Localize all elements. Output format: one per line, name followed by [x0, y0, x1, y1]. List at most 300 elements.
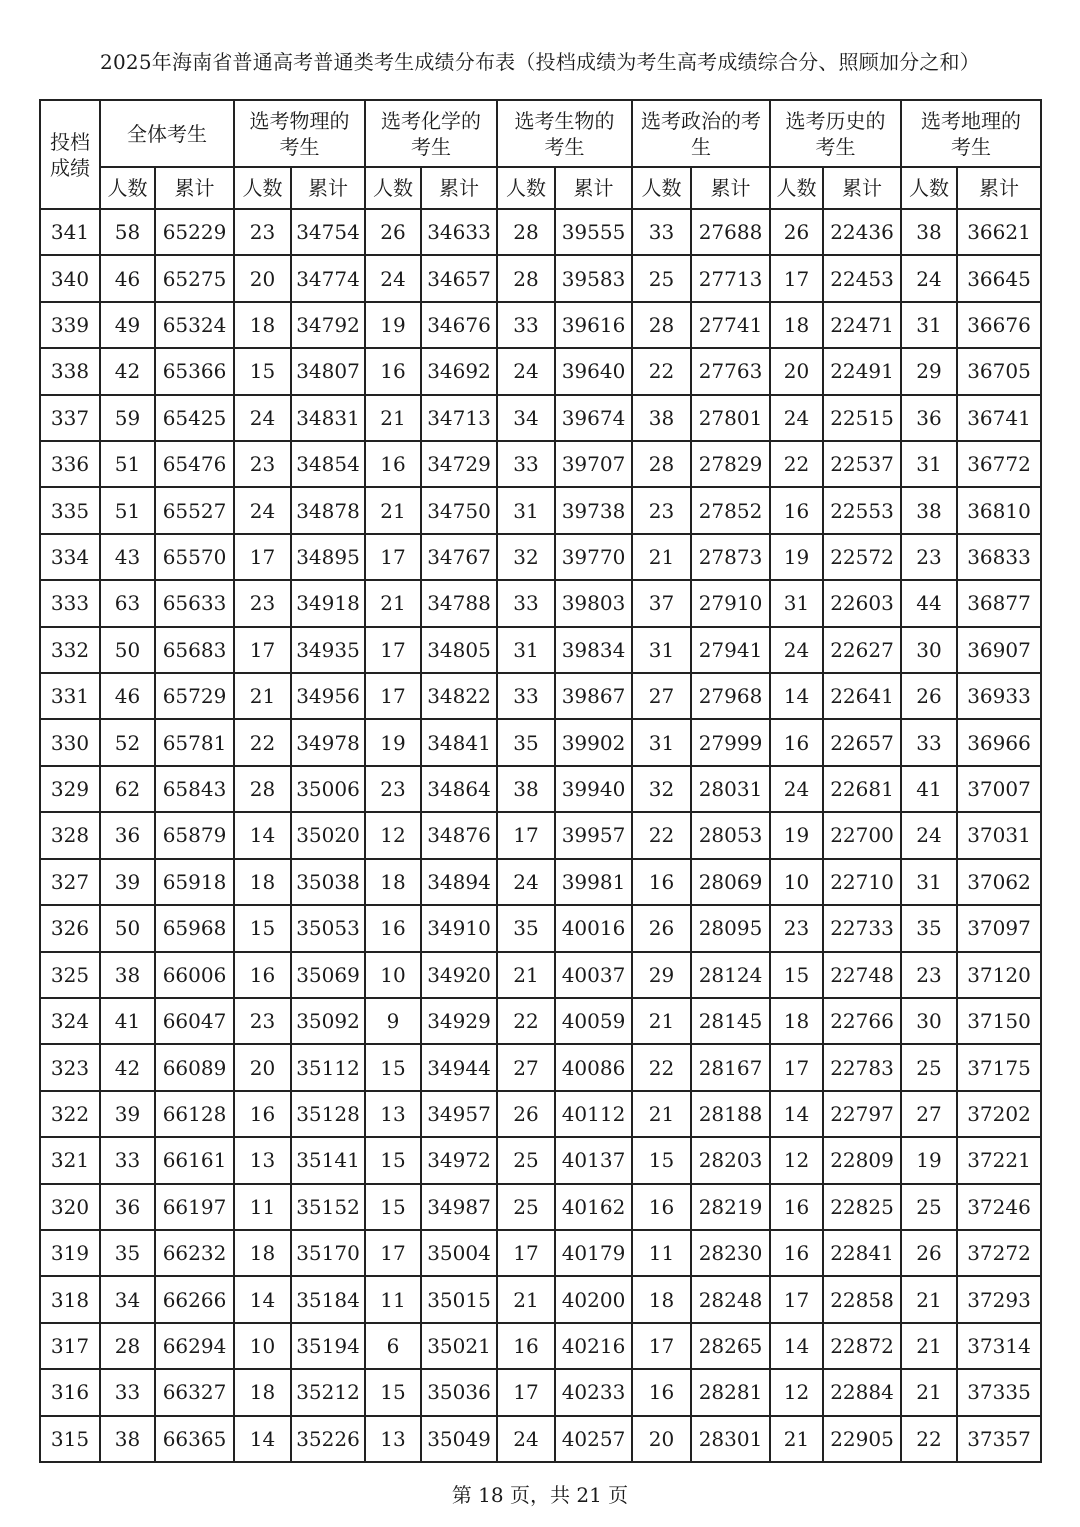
physics-count-cell: 18: [234, 302, 291, 348]
chemistry-count-cell: 21: [365, 487, 421, 533]
physics-count-cell: 17: [234, 534, 291, 580]
all-cumulative-cell: 66161: [155, 1137, 234, 1183]
politics-count-cell: 16: [632, 1369, 691, 1415]
history-count-cell: 22: [770, 441, 823, 487]
chemistry-count-cell: 9: [365, 998, 421, 1044]
politics-cumulative-cell: 28248: [691, 1276, 770, 1322]
score-cell: 326: [40, 905, 100, 951]
geography-cumulative-cell: 37335: [957, 1369, 1041, 1415]
physics-cumulative-cell: 35112: [291, 1044, 365, 1090]
history-count-cell: 16: [770, 1184, 823, 1230]
geography-cumulative-cell: 37007: [957, 766, 1041, 812]
politics-cumulative-cell: 27941: [691, 627, 770, 673]
physics-count-cell: 13: [234, 1137, 291, 1183]
score-cell: 319: [40, 1230, 100, 1276]
history-count-cell: 14: [770, 1091, 823, 1137]
chemistry-count-cell: 21: [365, 395, 421, 441]
biology-cumulative-cell: 40059: [555, 998, 632, 1044]
score-cell: 318: [40, 1276, 100, 1322]
history-cumulative-cell: 22537: [823, 441, 901, 487]
politics-count-cell: 22: [632, 1044, 691, 1090]
group-header-chemistry: 选考化学的考生: [365, 100, 497, 167]
score-column-header: 投档成绩: [40, 100, 100, 209]
history-cumulative-cell: 22884: [823, 1369, 901, 1415]
biology-count-cell: 31: [497, 487, 555, 533]
history-cumulative-cell: 22453: [823, 255, 901, 301]
group-header-geography: 选考地理的考生: [901, 100, 1041, 167]
politics-count-cell: 18: [632, 1276, 691, 1322]
physics-cumulative-cell: 35212: [291, 1369, 365, 1415]
history-cumulative-cell: 22657: [823, 719, 901, 765]
score-cell: 330: [40, 719, 100, 765]
physics-count-cell: 24: [234, 487, 291, 533]
biology-cumulative-cell: 40016: [555, 905, 632, 951]
physics-count-cell: 17: [234, 627, 291, 673]
biology-count-cell: 38: [497, 766, 555, 812]
geography-cumulative-cell: 37293: [957, 1276, 1041, 1322]
table-header: [40, 100, 1041, 209]
chemistry-count-cell: 17: [365, 534, 421, 580]
chemistry-cumulative-cell: 34692: [421, 348, 497, 394]
all-cumulative-cell: 66128: [155, 1091, 234, 1137]
physics-cumulative-cell: 34895: [291, 534, 365, 580]
physics-cumulative-cell: 35152: [291, 1184, 365, 1230]
biology-count-cell: 24: [497, 1416, 555, 1462]
score-cell: 329: [40, 766, 100, 812]
biology-count-cell: 35: [497, 905, 555, 951]
chemistry-cumulative-cell: 35036: [421, 1369, 497, 1415]
all-count-cell: 35: [100, 1230, 155, 1276]
biology-cumulative-cell: 39738: [555, 487, 632, 533]
geography-cumulative-cell: 36966: [957, 719, 1041, 765]
score-cell: 331: [40, 673, 100, 719]
all-cumulative-cell: 66266: [155, 1276, 234, 1322]
subheader-cumulative: 累计: [421, 167, 497, 209]
physics-count-cell: 23: [234, 998, 291, 1044]
history-cumulative-cell: 22471: [823, 302, 901, 348]
biology-count-cell: 34: [497, 395, 555, 441]
geography-cumulative-cell: 36810: [957, 487, 1041, 533]
subheader-count: 人数: [100, 167, 155, 209]
history-cumulative-cell: 22515: [823, 395, 901, 441]
biology-count-cell: 28: [497, 209, 555, 255]
geography-cumulative-cell: 37120: [957, 952, 1041, 998]
politics-cumulative-cell: 28203: [691, 1137, 770, 1183]
chemistry-count-cell: 15: [365, 1044, 421, 1090]
table-row: [40, 766, 1041, 812]
table-row: [40, 302, 1041, 348]
all-cumulative-cell: 66089: [155, 1044, 234, 1090]
history-cumulative-cell: 22553: [823, 487, 901, 533]
subheader-cumulative: 累计: [691, 167, 770, 209]
geography-cumulative-cell: 36772: [957, 441, 1041, 487]
subheader-cumulative: 累计: [957, 167, 1041, 209]
biology-count-cell: 21: [497, 952, 555, 998]
history-count-cell: 23: [770, 905, 823, 951]
politics-cumulative-cell: 28167: [691, 1044, 770, 1090]
table-row: [40, 1091, 1041, 1137]
geography-cumulative-cell: 37272: [957, 1230, 1041, 1276]
politics-cumulative-cell: 28219: [691, 1184, 770, 1230]
biology-cumulative-cell: 39640: [555, 348, 632, 394]
history-count-cell: 12: [770, 1369, 823, 1415]
biology-count-cell: 17: [497, 1230, 555, 1276]
chemistry-cumulative-cell: 34657: [421, 255, 497, 301]
all-count-cell: 41: [100, 998, 155, 1044]
biology-cumulative-cell: 39583: [555, 255, 632, 301]
table-row: [40, 1323, 1041, 1369]
chemistry-count-cell: 13: [365, 1091, 421, 1137]
geography-count-cell: 23: [901, 952, 957, 998]
biology-cumulative-cell: 40112: [555, 1091, 632, 1137]
score-cell: 320: [40, 1184, 100, 1230]
physics-cumulative-cell: 34831: [291, 395, 365, 441]
physics-count-cell: 20: [234, 1044, 291, 1090]
all-cumulative-cell: 66365: [155, 1416, 234, 1462]
subheader-cumulative: 累计: [823, 167, 901, 209]
geography-count-cell: 30: [901, 627, 957, 673]
all-count-cell: 51: [100, 441, 155, 487]
score-cell: 322: [40, 1091, 100, 1137]
biology-cumulative-cell: 40216: [555, 1323, 632, 1369]
geography-cumulative-cell: 37150: [957, 998, 1041, 1044]
geography-count-cell: 25: [901, 1044, 957, 1090]
chemistry-cumulative-cell: 35049: [421, 1416, 497, 1462]
chemistry-count-cell: 21: [365, 580, 421, 626]
biology-cumulative-cell: 39555: [555, 209, 632, 255]
biology-cumulative-cell: 40162: [555, 1184, 632, 1230]
table-row: [40, 534, 1041, 580]
geography-cumulative-cell: 36621: [957, 209, 1041, 255]
geography-count-cell: 27: [901, 1091, 957, 1137]
chemistry-count-cell: 15: [365, 1184, 421, 1230]
table-row: [40, 580, 1041, 626]
table-row: [40, 1276, 1041, 1322]
history-count-cell: 15: [770, 952, 823, 998]
geography-cumulative-cell: 37202: [957, 1091, 1041, 1137]
physics-count-cell: 23: [234, 580, 291, 626]
physics-cumulative-cell: 35128: [291, 1091, 365, 1137]
subheader-count: 人数: [234, 167, 291, 209]
history-count-cell: 14: [770, 673, 823, 719]
history-cumulative-cell: 22858: [823, 1276, 901, 1322]
all-count-cell: 43: [100, 534, 155, 580]
biology-count-cell: 16: [497, 1323, 555, 1369]
table-row: [40, 812, 1041, 858]
chemistry-cumulative-cell: 34910: [421, 905, 497, 951]
history-cumulative-cell: 22710: [823, 859, 901, 905]
politics-count-cell: 22: [632, 348, 691, 394]
politics-count-cell: 31: [632, 719, 691, 765]
score-cell: 323: [40, 1044, 100, 1090]
chemistry-count-cell: 12: [365, 812, 421, 858]
all-count-cell: 38: [100, 1416, 155, 1462]
chemistry-cumulative-cell: 34750: [421, 487, 497, 533]
score-cell: 338: [40, 348, 100, 394]
chemistry-cumulative-cell: 34972: [421, 1137, 497, 1183]
physics-cumulative-cell: 35020: [291, 812, 365, 858]
chemistry-count-cell: 19: [365, 302, 421, 348]
all-count-cell: 33: [100, 1369, 155, 1415]
table-row: [40, 1137, 1041, 1183]
physics-cumulative-cell: 34956: [291, 673, 365, 719]
geography-count-cell: 21: [901, 1369, 957, 1415]
score-cell: 328: [40, 812, 100, 858]
geography-count-cell: 31: [901, 441, 957, 487]
geography-count-cell: 26: [901, 673, 957, 719]
history-count-cell: 18: [770, 302, 823, 348]
biology-count-cell: 21: [497, 1276, 555, 1322]
politics-count-cell: 26: [632, 905, 691, 951]
chemistry-cumulative-cell: 35015: [421, 1276, 497, 1322]
all-cumulative-cell: 65275: [155, 255, 234, 301]
table-row: [40, 627, 1041, 673]
geography-count-cell: 24: [901, 812, 957, 858]
biology-count-cell: 24: [497, 348, 555, 394]
history-count-cell: 17: [770, 1276, 823, 1322]
all-cumulative-cell: 66047: [155, 998, 234, 1044]
chemistry-cumulative-cell: 34876: [421, 812, 497, 858]
physics-count-cell: 16: [234, 952, 291, 998]
politics-count-cell: 38: [632, 395, 691, 441]
all-count-cell: 63: [100, 580, 155, 626]
chemistry-count-cell: 23: [365, 766, 421, 812]
geography-count-cell: 26: [901, 1230, 957, 1276]
politics-count-cell: 28: [632, 441, 691, 487]
table-row: [40, 395, 1041, 441]
all-count-cell: 42: [100, 1044, 155, 1090]
chemistry-count-cell: 24: [365, 255, 421, 301]
biology-cumulative-cell: 39707: [555, 441, 632, 487]
all-cumulative-cell: 65527: [155, 487, 234, 533]
biology-count-cell: 33: [497, 441, 555, 487]
chemistry-cumulative-cell: 35021: [421, 1323, 497, 1369]
biology-cumulative-cell: 39940: [555, 766, 632, 812]
biology-count-cell: 27: [497, 1044, 555, 1090]
chemistry-cumulative-cell: 34920: [421, 952, 497, 998]
all-count-cell: 52: [100, 719, 155, 765]
politics-count-cell: 28: [632, 302, 691, 348]
all-count-cell: 39: [100, 1091, 155, 1137]
geography-cumulative-cell: 36933: [957, 673, 1041, 719]
physics-cumulative-cell: 35006: [291, 766, 365, 812]
all-cumulative-cell: 65729: [155, 673, 234, 719]
geography-cumulative-cell: 37062: [957, 859, 1041, 905]
all-cumulative-cell: 65781: [155, 719, 234, 765]
geography-cumulative-cell: 37097: [957, 905, 1041, 951]
score-cell: 317: [40, 1323, 100, 1369]
history-cumulative-cell: 22766: [823, 998, 901, 1044]
politics-count-cell: 32: [632, 766, 691, 812]
geography-count-cell: 31: [901, 302, 957, 348]
physics-cumulative-cell: 34854: [291, 441, 365, 487]
chemistry-count-cell: 17: [365, 627, 421, 673]
geography-cumulative-cell: 36705: [957, 348, 1041, 394]
score-cell: 335: [40, 487, 100, 533]
physics-count-cell: 28: [234, 766, 291, 812]
geography-count-cell: 44: [901, 580, 957, 626]
chemistry-cumulative-cell: 34713: [421, 395, 497, 441]
geography-cumulative-cell: 37314: [957, 1323, 1041, 1369]
politics-count-cell: 15: [632, 1137, 691, 1183]
all-count-cell: 59: [100, 395, 155, 441]
politics-count-cell: 20: [632, 1416, 691, 1462]
all-count-cell: 50: [100, 905, 155, 951]
politics-cumulative-cell: 28053: [691, 812, 770, 858]
physics-count-cell: 15: [234, 905, 291, 951]
score-cell: 340: [40, 255, 100, 301]
score-cell: 336: [40, 441, 100, 487]
politics-cumulative-cell: 28281: [691, 1369, 770, 1415]
physics-count-cell: 24: [234, 395, 291, 441]
geography-cumulative-cell: 36741: [957, 395, 1041, 441]
subheader-count: 人数: [632, 167, 691, 209]
history-count-cell: 16: [770, 487, 823, 533]
physics-cumulative-cell: 35069: [291, 952, 365, 998]
group-header-history: 选考历史的考生: [770, 100, 901, 167]
geography-count-cell: 22: [901, 1416, 957, 1462]
all-count-cell: 36: [100, 1184, 155, 1230]
all-cumulative-cell: 65879: [155, 812, 234, 858]
physics-cumulative-cell: 34878: [291, 487, 365, 533]
score-cell: 332: [40, 627, 100, 673]
geography-count-cell: 36: [901, 395, 957, 441]
all-cumulative-cell: 65324: [155, 302, 234, 348]
chemistry-cumulative-cell: 34676: [421, 302, 497, 348]
history-count-cell: 20: [770, 348, 823, 394]
biology-count-cell: 33: [497, 302, 555, 348]
all-count-cell: 49: [100, 302, 155, 348]
biology-count-cell: 22: [497, 998, 555, 1044]
biology-count-cell: 32: [497, 534, 555, 580]
geography-count-cell: 29: [901, 348, 957, 394]
history-count-cell: 14: [770, 1323, 823, 1369]
biology-cumulative-cell: 39981: [555, 859, 632, 905]
biology-cumulative-cell: 39674: [555, 395, 632, 441]
history-cumulative-cell: 22905: [823, 1416, 901, 1462]
history-count-cell: 24: [770, 766, 823, 812]
politics-cumulative-cell: 28188: [691, 1091, 770, 1137]
all-count-cell: 50: [100, 627, 155, 673]
geography-count-cell: 19: [901, 1137, 957, 1183]
history-count-cell: 10: [770, 859, 823, 905]
group-header-physics: 选考物理的考生: [234, 100, 365, 167]
history-count-cell: 19: [770, 534, 823, 580]
score-cell: 334: [40, 534, 100, 580]
geography-count-cell: 35: [901, 905, 957, 951]
subheader-count: 人数: [901, 167, 957, 209]
chemistry-cumulative-cell: 34929: [421, 998, 497, 1044]
all-cumulative-cell: 66232: [155, 1230, 234, 1276]
all-cumulative-cell: 66327: [155, 1369, 234, 1415]
physics-cumulative-cell: 34807: [291, 348, 365, 394]
physics-count-cell: 10: [234, 1323, 291, 1369]
physics-cumulative-cell: 35038: [291, 859, 365, 905]
physics-cumulative-cell: 34918: [291, 580, 365, 626]
table-row: [40, 859, 1041, 905]
biology-count-cell: 24: [497, 859, 555, 905]
chemistry-count-cell: 17: [365, 673, 421, 719]
chemistry-cumulative-cell: 34633: [421, 209, 497, 255]
score-cell: 339: [40, 302, 100, 348]
all-count-cell: 28: [100, 1323, 155, 1369]
chemistry-count-cell: 26: [365, 209, 421, 255]
biology-count-cell: 25: [497, 1137, 555, 1183]
table-body: [40, 209, 1041, 1462]
biology-count-cell: 17: [497, 1369, 555, 1415]
physics-cumulative-cell: 34978: [291, 719, 365, 765]
physics-cumulative-cell: 34792: [291, 302, 365, 348]
geography-cumulative-cell: 37031: [957, 812, 1041, 858]
all-count-cell: 39: [100, 859, 155, 905]
score-cell: 341: [40, 209, 100, 255]
table-row: [40, 952, 1041, 998]
chemistry-count-cell: 19: [365, 719, 421, 765]
all-count-cell: 46: [100, 255, 155, 301]
history-count-cell: 31: [770, 580, 823, 626]
politics-cumulative-cell: 28230: [691, 1230, 770, 1276]
group-header-politics: 选考政治的考生: [632, 100, 770, 167]
physics-count-cell: 18: [234, 1369, 291, 1415]
biology-cumulative-cell: 39803: [555, 580, 632, 626]
score-cell: 321: [40, 1137, 100, 1183]
table-row: [40, 487, 1041, 533]
physics-cumulative-cell: 35053: [291, 905, 365, 951]
all-count-cell: 42: [100, 348, 155, 394]
all-cumulative-cell: 65366: [155, 348, 234, 394]
subheader-count: 人数: [770, 167, 823, 209]
politics-cumulative-cell: 27713: [691, 255, 770, 301]
chemistry-cumulative-cell: 34894: [421, 859, 497, 905]
all-cumulative-cell: 65683: [155, 627, 234, 673]
table-row: [40, 441, 1041, 487]
politics-cumulative-cell: 27968: [691, 673, 770, 719]
history-cumulative-cell: 22809: [823, 1137, 901, 1183]
politics-count-cell: 27: [632, 673, 691, 719]
history-cumulative-cell: 22603: [823, 580, 901, 626]
physics-cumulative-cell: 35141: [291, 1137, 365, 1183]
score-cell: 333: [40, 580, 100, 626]
physics-count-cell: 18: [234, 1230, 291, 1276]
politics-cumulative-cell: 28124: [691, 952, 770, 998]
all-cumulative-cell: 65476: [155, 441, 234, 487]
score-cell: 327: [40, 859, 100, 905]
history-cumulative-cell: 22491: [823, 348, 901, 394]
geography-count-cell: 38: [901, 209, 957, 255]
geography-count-cell: 23: [901, 534, 957, 580]
history-cumulative-cell: 22797: [823, 1091, 901, 1137]
politics-count-cell: 37: [632, 580, 691, 626]
all-count-cell: 58: [100, 209, 155, 255]
page-title: 2025年海南省普通高考普通类考生成绩分布表（投档成绩为考生高考成绩综合分、照顾加分之和）: [100, 50, 980, 74]
politics-cumulative-cell: 28069: [691, 859, 770, 905]
politics-cumulative-cell: 27801: [691, 395, 770, 441]
politics-count-cell: 21: [632, 998, 691, 1044]
biology-cumulative-cell: 39902: [555, 719, 632, 765]
score-distribution-table: [39, 99, 1042, 1463]
politics-count-cell: 21: [632, 534, 691, 580]
score-cell: 316: [40, 1369, 100, 1415]
all-cumulative-cell: 65918: [155, 859, 234, 905]
geography-count-cell: 21: [901, 1276, 957, 1322]
politics-count-cell: 17: [632, 1323, 691, 1369]
table-row: [40, 719, 1041, 765]
table-row: [40, 255, 1041, 301]
politics-count-cell: 23: [632, 487, 691, 533]
history-count-cell: 24: [770, 395, 823, 441]
politics-cumulative-cell: 27763: [691, 348, 770, 394]
physics-count-cell: 23: [234, 441, 291, 487]
